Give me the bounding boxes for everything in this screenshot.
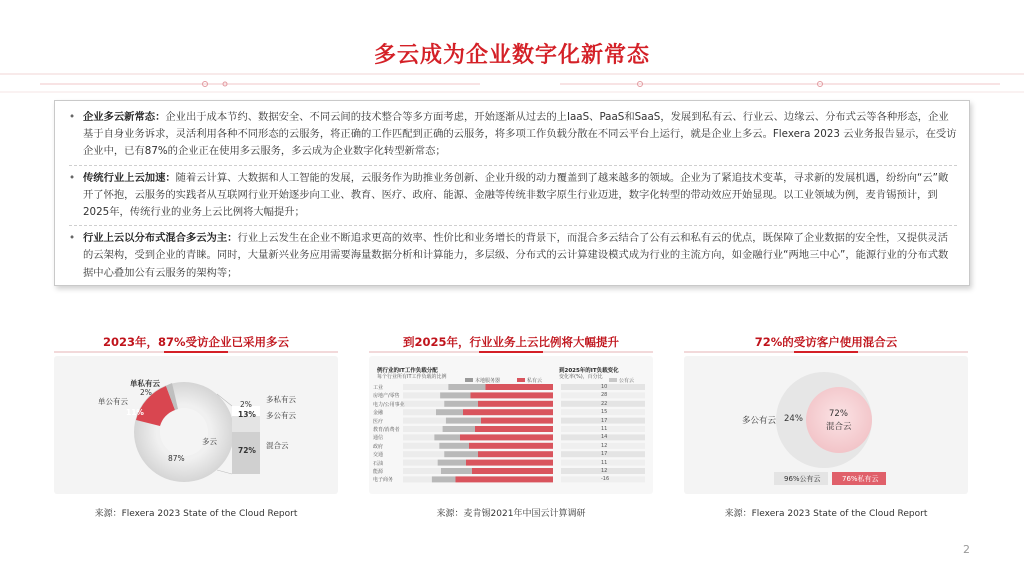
label-multi-private-pct: 2% — [240, 400, 252, 409]
bar-segment — [444, 401, 478, 407]
bar-segment — [475, 426, 553, 432]
panel1-title: 2023年，87%受访企业已采用多云 — [102, 335, 290, 349]
page-number: 2 — [963, 543, 970, 556]
bar-segment — [403, 451, 444, 457]
label-single-public: 单公有云 — [98, 397, 128, 406]
bar-segment — [446, 418, 481, 424]
label-multi-public-pct: 13% — [238, 410, 256, 419]
table-right-subtitle: 变化率(%)，百分比 — [559, 374, 603, 380]
panel2-figure — [369, 356, 653, 494]
bullet-body: 企业出于成本节约、数据安全、不同云间的技术整合等多方面考虑，开始逐渐从过去的上IaaS、PaaS和SaaS，发展到私有云、行业云、边缘云、分布式云等各种形态，企业基于自身业务诉求，灵活利用各种不同形态的云服务，将正确的工作匹配到正确的云服务，将多项工作负载分散在不同云平台上运行，就是企业上多云。Flexera 2023 云业务报告显示，在受访企业中，已有87%的企业正在使用多云服务，多云成为企业数字化转型新常态； — [83, 111, 957, 158]
table-right-title: 到2025年的IT负载变化 — [559, 368, 619, 374]
row-change-value: 28 — [601, 392, 608, 399]
divider — [69, 165, 957, 166]
donut-hole — [160, 408, 208, 456]
bar-segment — [436, 409, 463, 415]
bar-segment — [443, 426, 475, 432]
bullet-head: 行业上云以分布式混合多云为主： — [83, 232, 238, 245]
row-change-value: 11 — [601, 426, 608, 432]
row-label: 金融 — [373, 410, 384, 417]
row-change-value: 10 — [601, 384, 608, 390]
bar-segment — [444, 451, 478, 457]
panel1-source: 来源：Flexera 2023 State of the Cloud Report — [94, 509, 298, 519]
bar-segment — [466, 460, 553, 466]
panel2-underline — [369, 348, 653, 356]
row-change-value: 14 — [601, 434, 608, 441]
label-hybrid: 混合云 — [266, 441, 289, 450]
row-label: 政府 — [373, 443, 384, 450]
bar-segment — [440, 392, 470, 398]
stacked-bar-chart — [369, 356, 653, 494]
bar-segment — [403, 476, 432, 482]
bar-segment — [403, 384, 448, 390]
legend-local: 本地服务器 — [465, 377, 500, 384]
row-label: 教育/消费者 — [373, 427, 400, 433]
bar-segment — [471, 392, 554, 398]
bar-segment — [403, 409, 436, 415]
row-change-value: 22 — [601, 400, 608, 407]
row-label: 工业 — [373, 385, 384, 391]
label-hybrid: 混合云 — [826, 422, 852, 432]
label-multi: 多云 — [202, 437, 217, 446]
bullet-head: 企业多云新常态： — [83, 111, 166, 123]
legend-public-label: 96%公有云 — [784, 475, 821, 483]
bullet-traditional — [69, 170, 957, 222]
row-change-value: 17 — [601, 451, 608, 458]
label-hybrid-pct: 72% — [238, 446, 256, 455]
panel1-figure — [54, 356, 338, 494]
summary-box — [54, 100, 970, 286]
label-single-private: 单私有云 — [130, 379, 160, 388]
label-single-public-pct: 11% — [126, 408, 144, 417]
label-multi-public: 多公有云 — [742, 416, 777, 426]
bar-segment — [403, 460, 438, 466]
table-left-title: 例行业的IT工作负载分配 — [377, 368, 438, 374]
bar-segment — [448, 384, 485, 390]
table-left-subtitle: 每个行业所有IT工作负载的比例 — [377, 374, 447, 380]
bar-segment — [481, 418, 553, 424]
divider — [69, 225, 957, 226]
panel3-figure — [684, 356, 968, 494]
bar-segment — [456, 476, 554, 482]
bar-segment — [478, 451, 553, 457]
row-change-value: 12 — [601, 442, 608, 449]
bar-segment — [469, 443, 553, 449]
bar-segment — [403, 401, 444, 407]
row-label: 电力/公用事业 — [373, 401, 405, 408]
bar-segment — [434, 434, 460, 440]
panel3-title: 72%的受访客户使用混合云 — [754, 335, 898, 349]
row-label: 石油 — [373, 460, 384, 467]
bar-segment — [486, 384, 554, 390]
bar-segment — [463, 409, 553, 415]
row-label: 能源 — [373, 469, 384, 475]
bar-segment — [438, 460, 466, 466]
row-label: 医疗 — [373, 418, 384, 425]
legend-public: 公有云 — [609, 377, 634, 384]
bar-segment — [403, 468, 441, 474]
page-title: 多云成为企业数字化新常态 — [373, 43, 650, 68]
bar-segment — [403, 443, 439, 449]
panel2-source: 来源：麦肯锡2021年中国云计算调研 — [436, 509, 586, 519]
row-label: 电子商务 — [373, 477, 394, 484]
panel2-title: 到2025年，行业业务上云比例将大幅提升 — [402, 335, 619, 349]
bar-segment — [403, 418, 446, 424]
donut-chart — [54, 356, 338, 494]
panel3-underline — [684, 348, 968, 356]
label-multi-public: 多公有云 — [266, 411, 296, 420]
legend-private-label: 76%私有云 — [842, 475, 879, 483]
label-multi-pct: 87% — [168, 454, 185, 463]
row-change-value: 15 — [601, 409, 608, 416]
bar-segment — [478, 401, 553, 407]
bar-segment — [472, 468, 553, 474]
bullet-body: 随着云计算、大数据和人工智能的发展，云服务作为助推业务创新、企业升级的动力覆盖到了越来越多的领域。企业为了紧追技术变革，寻求新的发展机遇，纷纷向“云”敞开了怀抱，云服务的实践者从互联网行业开始逐步向工业、教育、医疗、政府、能源、金融等传统非数字原生行业迈进，数字化转型的带动效应开始显现。以工业领域为例，麦肯锡预计，到2025年，传统行业的业务上云比例将大幅提升； — [83, 171, 949, 219]
bar-segment — [460, 434, 553, 440]
row-label: 通信 — [373, 435, 384, 442]
row-change-value: 12 — [601, 468, 608, 474]
bar-segment — [432, 476, 456, 482]
row-label: 交通 — [373, 452, 384, 459]
row-change-value: 17 — [601, 417, 608, 424]
label-multi-public-pct: 24% — [784, 414, 803, 424]
bar-segment — [403, 392, 440, 398]
bullet-head: 传统行业上云加速： — [83, 171, 176, 184]
bullet-body: 行业上云发生在企业不断追求更高的效率、性价比和业务增长的背景下，而混合多云结合了公有云和私有云的优点，既保障了企业数据的安全性，又提供灵活的云架构，受到企业的青睐。同时，大量新兴业务应用需要海量数据分析和计算能力，多层级、分布式的云计算建设模式成为行业的主流方向，如金融行业“两地三中心”，能源行业的分布式数据中心叠加公有云服务的架构等； — [83, 232, 949, 279]
bullet-multicloud — [69, 109, 957, 161]
label-hybrid-pct: 72% — [829, 409, 848, 419]
row-change-value: 11 — [601, 459, 608, 466]
bar-segment — [439, 443, 469, 449]
bar-segment — [441, 468, 472, 474]
row-label: 房地产/零售 — [373, 393, 400, 400]
label-single-private-pct: 2% — [140, 388, 152, 397]
row-change-value: -16 — [601, 476, 610, 483]
panel1-underline — [54, 348, 338, 356]
legend-cloud: 私有云 — [517, 377, 542, 384]
panel3-source: 来源：Flexera 2023 State of the Cloud Report — [724, 509, 928, 519]
bar-segment — [403, 426, 443, 432]
bar-segment — [403, 434, 434, 440]
label-multi-private: 多私有云 — [266, 395, 296, 404]
bullet-hybrid — [69, 230, 957, 282]
